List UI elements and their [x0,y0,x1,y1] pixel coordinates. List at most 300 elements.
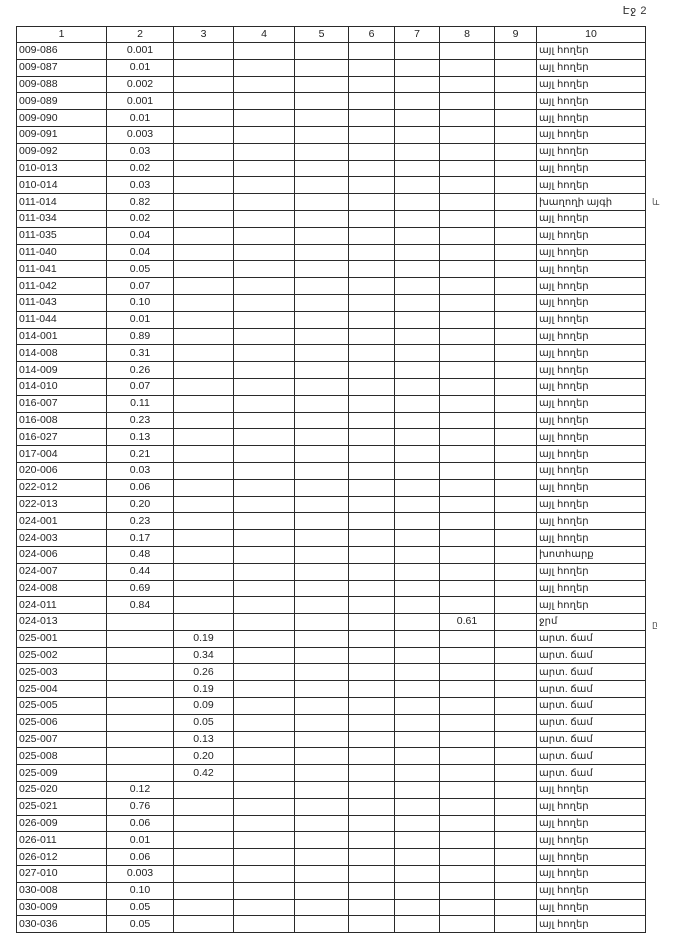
table-row [17,160,646,177]
column-header: 7 [395,27,440,43]
empty-cell [295,446,349,463]
area-value: 0.001 [107,93,174,110]
empty-cell [495,76,537,93]
table-row [17,462,646,479]
empty-cell [234,530,295,547]
land-type: այլ հողեր [537,530,646,547]
area-value [107,614,174,631]
water-area-value [440,429,495,446]
area-value: 0.76 [107,798,174,815]
empty-cell [349,782,395,799]
road-area-value: 0.09 [174,698,234,715]
empty-cell [395,849,440,866]
empty-cell [234,59,295,76]
empty-cell [495,43,537,60]
empty-cell [395,530,440,547]
water-area-value [440,765,495,782]
road-area-value [174,378,234,395]
area-value: 0.05 [107,899,174,916]
land-type: այլ հողեր [537,849,646,866]
table-row [17,698,646,715]
margin-note: և [652,197,660,207]
area-value: 0.21 [107,446,174,463]
parcel-code: 016-008 [17,412,107,429]
parcel-code: 025-021 [17,798,107,815]
table-row [17,798,646,815]
empty-cell [349,882,395,899]
table-row [17,882,646,899]
road-area-value [174,143,234,160]
water-area-value [440,714,495,731]
column-header: 6 [349,27,395,43]
empty-cell [495,698,537,715]
empty-cell [234,345,295,362]
parcel-code: 025-005 [17,698,107,715]
table-row [17,43,646,60]
land-type: այլ հողեր [537,882,646,899]
land-type: արտ. ճամ [537,647,646,664]
area-value: 0.12 [107,782,174,799]
area-value: 0.01 [107,311,174,328]
empty-cell [234,513,295,530]
empty-cell [234,143,295,160]
land-type: այլ հողեր [537,143,646,160]
empty-cell [295,563,349,580]
water-area-value [440,832,495,849]
road-area-value [174,798,234,815]
area-value: 0.07 [107,278,174,295]
area-value: 0.01 [107,59,174,76]
parcel-code: 024-008 [17,580,107,597]
water-area-value [440,597,495,614]
empty-cell [395,916,440,933]
table-row [17,311,646,328]
empty-cell [234,194,295,211]
empty-cell [234,614,295,631]
water-area-value [440,126,495,143]
empty-cell [234,43,295,60]
empty-cell [234,916,295,933]
road-area-value [174,43,234,60]
area-value [107,647,174,664]
empty-cell [495,194,537,211]
water-area-value [440,882,495,899]
land-type: արտ. ճամ [537,698,646,715]
land-type: այլ հողեր [537,43,646,60]
empty-cell [495,580,537,597]
area-value: 0.23 [107,412,174,429]
road-area-value [174,580,234,597]
column-header: 10 [537,27,646,43]
empty-cell [349,479,395,496]
road-area-value [174,328,234,345]
table-row [17,681,646,698]
table-row [17,362,646,379]
empty-cell [349,546,395,563]
empty-cell [395,278,440,295]
parcel-code: 025-004 [17,681,107,698]
empty-cell [395,681,440,698]
water-area-value [440,194,495,211]
empty-cell [349,177,395,194]
area-value: 0.23 [107,513,174,530]
empty-cell [349,580,395,597]
empty-cell [234,899,295,916]
table-row [17,496,646,513]
empty-cell [349,647,395,664]
land-type: խոտհարք [537,546,646,563]
empty-cell [495,563,537,580]
empty-cell [495,882,537,899]
empty-cell [395,462,440,479]
land-parcel-table [16,26,646,933]
empty-cell [495,311,537,328]
parcel-code: 011-035 [17,227,107,244]
table-row [17,530,646,547]
empty-cell [295,244,349,261]
margin-note: ը [652,619,658,629]
empty-cell [234,832,295,849]
parcel-code: 014-008 [17,345,107,362]
empty-cell [495,765,537,782]
parcel-code: 025-003 [17,664,107,681]
empty-cell [295,614,349,631]
land-type: այլ հողեր [537,210,646,227]
empty-cell [495,446,537,463]
empty-cell [349,261,395,278]
empty-cell [234,446,295,463]
area-value: 0.82 [107,194,174,211]
empty-cell [349,160,395,177]
road-area-value [174,429,234,446]
road-area-value [174,311,234,328]
parcel-code: 014-009 [17,362,107,379]
land-type: այլ հողեր [537,278,646,295]
table-row [17,177,646,194]
empty-cell [234,227,295,244]
empty-cell [295,546,349,563]
road-area-value [174,126,234,143]
road-area-value [174,614,234,631]
empty-cell [295,815,349,832]
empty-cell [349,815,395,832]
water-area-value [440,210,495,227]
road-area-value [174,513,234,530]
empty-cell [295,479,349,496]
empty-cell [295,462,349,479]
parcel-code: 011-014 [17,194,107,211]
empty-cell [295,714,349,731]
empty-cell [395,261,440,278]
water-area-value [440,362,495,379]
table-row [17,916,646,933]
parcel-code: 025-009 [17,765,107,782]
road-area-value [174,462,234,479]
empty-cell [295,362,349,379]
water-area-value [440,647,495,664]
area-value [107,731,174,748]
road-area-value [174,362,234,379]
empty-cell [234,110,295,127]
land-type: այլ հողեր [537,126,646,143]
land-type: խաղողի այգի [537,194,646,211]
empty-cell [495,681,537,698]
table-row [17,76,646,93]
road-area-value: 0.34 [174,647,234,664]
empty-cell [395,866,440,883]
road-area-value [174,160,234,177]
road-area-value [174,244,234,261]
parcel-code: 025-002 [17,647,107,664]
road-area-value [174,412,234,429]
empty-cell [295,899,349,916]
empty-cell [295,395,349,412]
road-area-value: 0.19 [174,630,234,647]
parcel-code: 011-042 [17,278,107,295]
empty-cell [495,849,537,866]
table-row [17,849,646,866]
empty-cell [395,882,440,899]
parcel-code: 024-001 [17,513,107,530]
empty-cell [295,866,349,883]
empty-cell [495,597,537,614]
empty-cell [349,849,395,866]
parcel-code: 030-009 [17,899,107,916]
empty-cell [234,76,295,93]
empty-cell [395,614,440,631]
empty-cell [495,731,537,748]
road-area-value [174,177,234,194]
road-area-value [174,916,234,933]
empty-cell [234,882,295,899]
parcel-code: 024-003 [17,530,107,547]
water-area-value [440,530,495,547]
road-area-value: 0.26 [174,664,234,681]
empty-cell [234,278,295,295]
table-row [17,630,646,647]
empty-cell [395,782,440,799]
parcel-code: 010-014 [17,177,107,194]
empty-cell [349,664,395,681]
parcel-code: 026-012 [17,849,107,866]
road-area-value: 0.13 [174,731,234,748]
area-value: 0.17 [107,530,174,547]
area-value: 0.10 [107,882,174,899]
table-row [17,597,646,614]
table-row [17,765,646,782]
empty-cell [234,714,295,731]
empty-cell [295,882,349,899]
road-area-value [174,395,234,412]
empty-cell [495,513,537,530]
water-area-value [440,546,495,563]
empty-cell [234,597,295,614]
empty-cell [395,563,440,580]
empty-cell [234,328,295,345]
road-area-value: 0.19 [174,681,234,698]
empty-cell [495,899,537,916]
land-type: այլ հողեր [537,261,646,278]
empty-cell [395,160,440,177]
land-type: այլ հողեր [537,563,646,580]
parcel-code: 009-087 [17,59,107,76]
empty-cell [395,899,440,916]
empty-cell [349,210,395,227]
empty-cell [295,647,349,664]
empty-cell [234,765,295,782]
empty-cell [234,126,295,143]
table-row [17,429,646,446]
road-area-value [174,210,234,227]
parcel-code: 020-006 [17,462,107,479]
land-type: այլ հողեր [537,597,646,614]
road-area-value [174,294,234,311]
empty-cell [295,698,349,715]
road-area-value [174,227,234,244]
empty-cell [349,866,395,883]
parcel-code: 009-090 [17,110,107,127]
land-type: այլ հողեր [537,462,646,479]
empty-cell [349,798,395,815]
empty-cell [349,597,395,614]
parcel-code: 016-007 [17,395,107,412]
empty-cell [395,580,440,597]
table-row [17,345,646,362]
water-area-value [440,110,495,127]
table-row [17,866,646,883]
area-value: 0.001 [107,43,174,60]
empty-cell [495,429,537,446]
area-value: 0.04 [107,227,174,244]
empty-cell [395,698,440,715]
road-area-value [174,76,234,93]
empty-cell [395,546,440,563]
empty-cell [295,681,349,698]
water-area-value [440,227,495,244]
road-area-value [174,546,234,563]
area-value: 0.01 [107,110,174,127]
parcel-code: 022-012 [17,479,107,496]
empty-cell [295,143,349,160]
empty-cell [295,177,349,194]
empty-cell [295,227,349,244]
road-area-value [174,597,234,614]
table-row [17,126,646,143]
empty-cell [295,328,349,345]
empty-cell [395,714,440,731]
parcel-code: 026-011 [17,832,107,849]
empty-cell [295,261,349,278]
empty-cell [234,496,295,513]
parcel-code: 016-027 [17,429,107,446]
empty-cell [349,59,395,76]
land-type: այլ հողեր [537,815,646,832]
empty-cell [234,362,295,379]
land-type: այլ հողեր [537,362,646,379]
empty-cell [349,630,395,647]
land-type: արտ. ճամ [537,731,646,748]
empty-cell [395,630,440,647]
empty-cell [349,832,395,849]
empty-cell [295,412,349,429]
area-value: 0.69 [107,580,174,597]
area-value: 0.89 [107,328,174,345]
column-header: 1 [17,27,107,43]
land-type: այլ հողեր [537,378,646,395]
parcel-code: 024-011 [17,597,107,614]
empty-cell [395,227,440,244]
area-value: 0.13 [107,429,174,446]
empty-cell [395,597,440,614]
empty-cell [395,798,440,815]
table-row [17,580,646,597]
area-value: 0.002 [107,76,174,93]
empty-cell [395,244,440,261]
water-area-value [440,664,495,681]
land-type: այլ հողեր [537,899,646,916]
empty-cell [349,496,395,513]
empty-cell [349,681,395,698]
empty-cell [395,93,440,110]
road-area-value: 0.42 [174,765,234,782]
road-area-value [174,832,234,849]
land-type: այլ հողեր [537,328,646,345]
water-area-value [440,899,495,916]
empty-cell [234,412,295,429]
empty-cell [234,563,295,580]
land-type: արտ. ճամ [537,664,646,681]
water-area-value [440,59,495,76]
water-area-value [440,143,495,160]
empty-cell [495,832,537,849]
empty-cell [349,126,395,143]
parcel-code: 024-007 [17,563,107,580]
empty-cell [395,43,440,60]
water-area-value [440,849,495,866]
land-type: այլ հողեր [537,866,646,883]
empty-cell [349,412,395,429]
empty-cell [495,782,537,799]
empty-cell [295,429,349,446]
empty-cell [495,664,537,681]
land-type: այլ հողեր [537,294,646,311]
empty-cell [495,479,537,496]
table-row [17,227,646,244]
empty-cell [295,345,349,362]
land-type: այլ հողեր [537,782,646,799]
empty-cell [349,143,395,160]
empty-cell [349,714,395,731]
column-header: 2 [107,27,174,43]
empty-cell [295,731,349,748]
road-area-value [174,782,234,799]
table-row [17,731,646,748]
empty-cell [295,311,349,328]
water-area-value [440,513,495,530]
table-row [17,328,646,345]
empty-cell [295,496,349,513]
empty-cell [495,110,537,127]
water-area-value [440,311,495,328]
empty-cell [395,345,440,362]
water-area-value [440,345,495,362]
water-area-value [440,563,495,580]
empty-cell [295,76,349,93]
area-value: 0.03 [107,177,174,194]
empty-cell [495,647,537,664]
empty-cell [234,748,295,765]
empty-cell [495,378,537,395]
